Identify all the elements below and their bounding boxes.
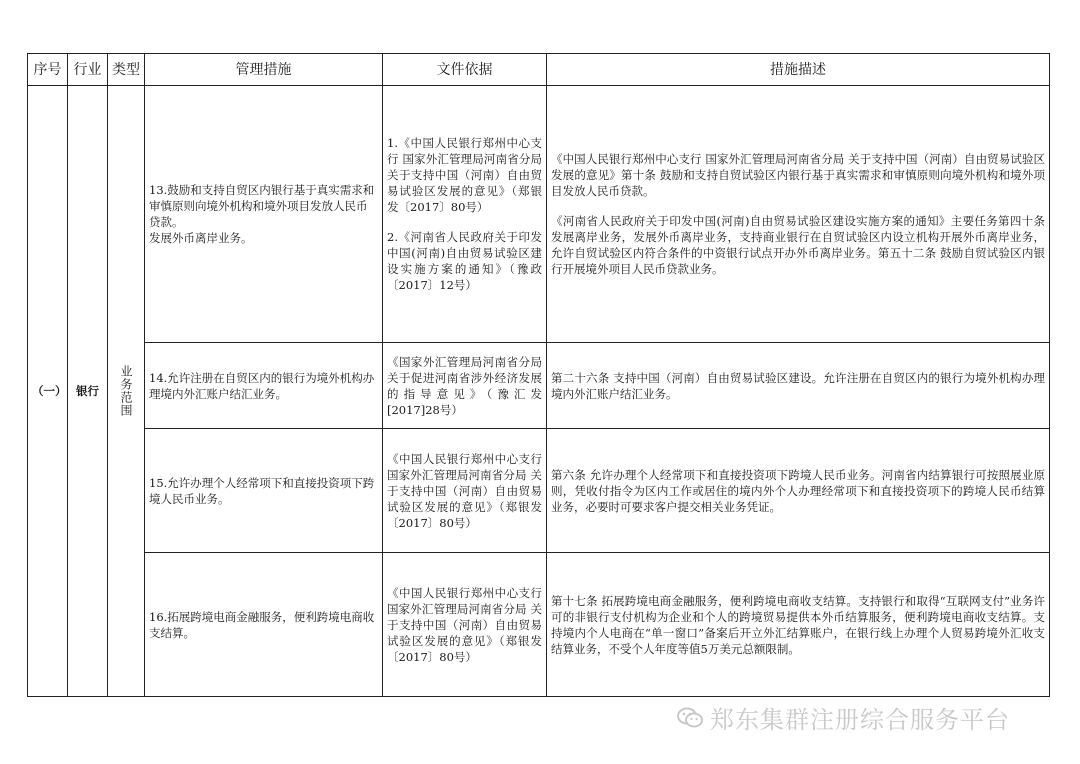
measure-text: 13.鼓励和支持自贸区内银行基于真实需求和审慎原则向境外机构和境外项目发放人民币贷款。 [149, 183, 375, 229]
table-row [28, 343, 1050, 429]
description-text: 第十七条 拓展跨境电商金融服务，便利跨境电商收支结算。支持银行和取得“互联网支付”业务许可的非银行支付机构为企业和个人的跨境贸易提供本外币结算服务，便利跨境电商收支结算。支持境内个人电商在“单一窗口”备案后开立外汇结算账户，在银行线上办理个人贸易跨境外汇收支结算业务，不受个人年度等值5万美元总额限制。 [551, 593, 1045, 656]
policy-table [27, 53, 1050, 697]
header-seq: 序号 [28, 54, 68, 86]
measure-text: 16.拓展跨境电商金融服务，便利跨境电商收支结算。 [149, 609, 375, 640]
group-seq-cell [28, 86, 68, 697]
header-type: 类型 [108, 54, 145, 86]
basis-text: 2.《河南省人民政府关于印发中国(河南)自由贸易试验区建设实施方案的通知》（豫政〔2017〕12号） [387, 230, 542, 292]
basis-cell [383, 86, 547, 343]
measure-cell [145, 429, 383, 553]
basis-text: 《国家外汇管理局河南省分局关于促进河南省涉外经济发展的指导意见》（豫汇发[2017]28号） [387, 354, 542, 417]
measure-cell [145, 86, 383, 343]
basis-cell [383, 343, 547, 429]
header-industry: 行业 [68, 54, 108, 86]
header-basis: 文件依据 [383, 54, 547, 86]
basis-text: 《中国人民银行郑州中心支行 国家外汇管理局河南省分局 关于支持中国（河南）自由贸易试验区发展的意见》（郑银发〔2017〕80号） [387, 585, 542, 664]
group-seq: （一） [32, 384, 67, 398]
header-measure: 管理措施 [145, 54, 383, 86]
wechat-icon [676, 706, 704, 730]
table-row [28, 553, 1050, 697]
measure-text: 15.允许办理个人经常项下和直接投资项下跨境人民币业务。 [149, 475, 375, 506]
basis-cell [383, 429, 547, 553]
description-cell [547, 553, 1050, 697]
group-type-cell [108, 86, 145, 697]
group-industry: 银行 [76, 384, 99, 398]
measure-text: 发展外币离岸业务。 [149, 231, 253, 245]
measure-cell [145, 343, 383, 429]
basis-text: 1.《中国人民银行郑州中心支行 国家外汇管理局河南省分局 关于支持中国（河南）自由贸易试验区发展的意见》（郑银发〔2017〕80号） [387, 136, 542, 214]
group-industry-cell [68, 86, 108, 697]
description-text: 《河南省人民政府关于印发中国(河南)自由贸易试验区建设实施方案的通知》主要任务第四十条 发展离岸业务，发展外币离岸业务，支持商业银行在自贸试验区内设立机构开展外币离岸业务，允许自贸试验区内符合条件的中资银行试点开办外币离岸业务。第五十二条 鼓励自贸试验区内银行开展境外项目人民币贷款业务。 [551, 214, 1045, 276]
basis-cell [383, 553, 547, 697]
watermark [676, 700, 1010, 735]
watermark-text: 郑东集群注册综合服务平台 [710, 706, 1010, 734]
basis-text: 《中国人民银行郑州中心支行 国家外汇管理局河南省分局 关于支持中国（河南）自由贸易试验区发展的意见》（郑银发〔2017〕80号） [387, 451, 542, 530]
measure-cell [145, 553, 383, 697]
description-cell [547, 429, 1050, 553]
description-cell [547, 343, 1050, 429]
header-description: 措施描述 [547, 54, 1050, 86]
table-row [28, 86, 1050, 343]
description-text: 《中国人民银行郑州中心支行 国家外汇管理局河南省分局 关于支持中国（河南）自由贸易试验区发展的意见》第十条 鼓励和支持自贸试验区内银行基于真实需求和审慎原则向境外机构和境外项目发放人民币贷款。 [551, 152, 1045, 198]
description-text: 第二十六条 支持中国（河南）自由贸易试验区建设。允许注册在自贸区内的银行为境外机构办理境内外汇账户结汇业务。 [551, 370, 1045, 401]
measure-text: 14.允许注册在自贸区内的银行为境外机构办理境内外汇账户结汇业务。 [149, 370, 375, 401]
group-type: 业务范围 [119, 365, 133, 417]
header-row [28, 54, 1050, 86]
table-row [28, 429, 1050, 553]
description-text: 第六条 允许办理个人经常项下和直接投资项下跨境人民币业务。河南省内结算银行可按照展业原则，凭收付指令为区内工作或居住的境内外个人办理经常项下和直接投资项下的跨境人民币结算业务，必要时可要求客户提交相关业务凭证。 [551, 467, 1045, 514]
description-cell [547, 86, 1050, 343]
